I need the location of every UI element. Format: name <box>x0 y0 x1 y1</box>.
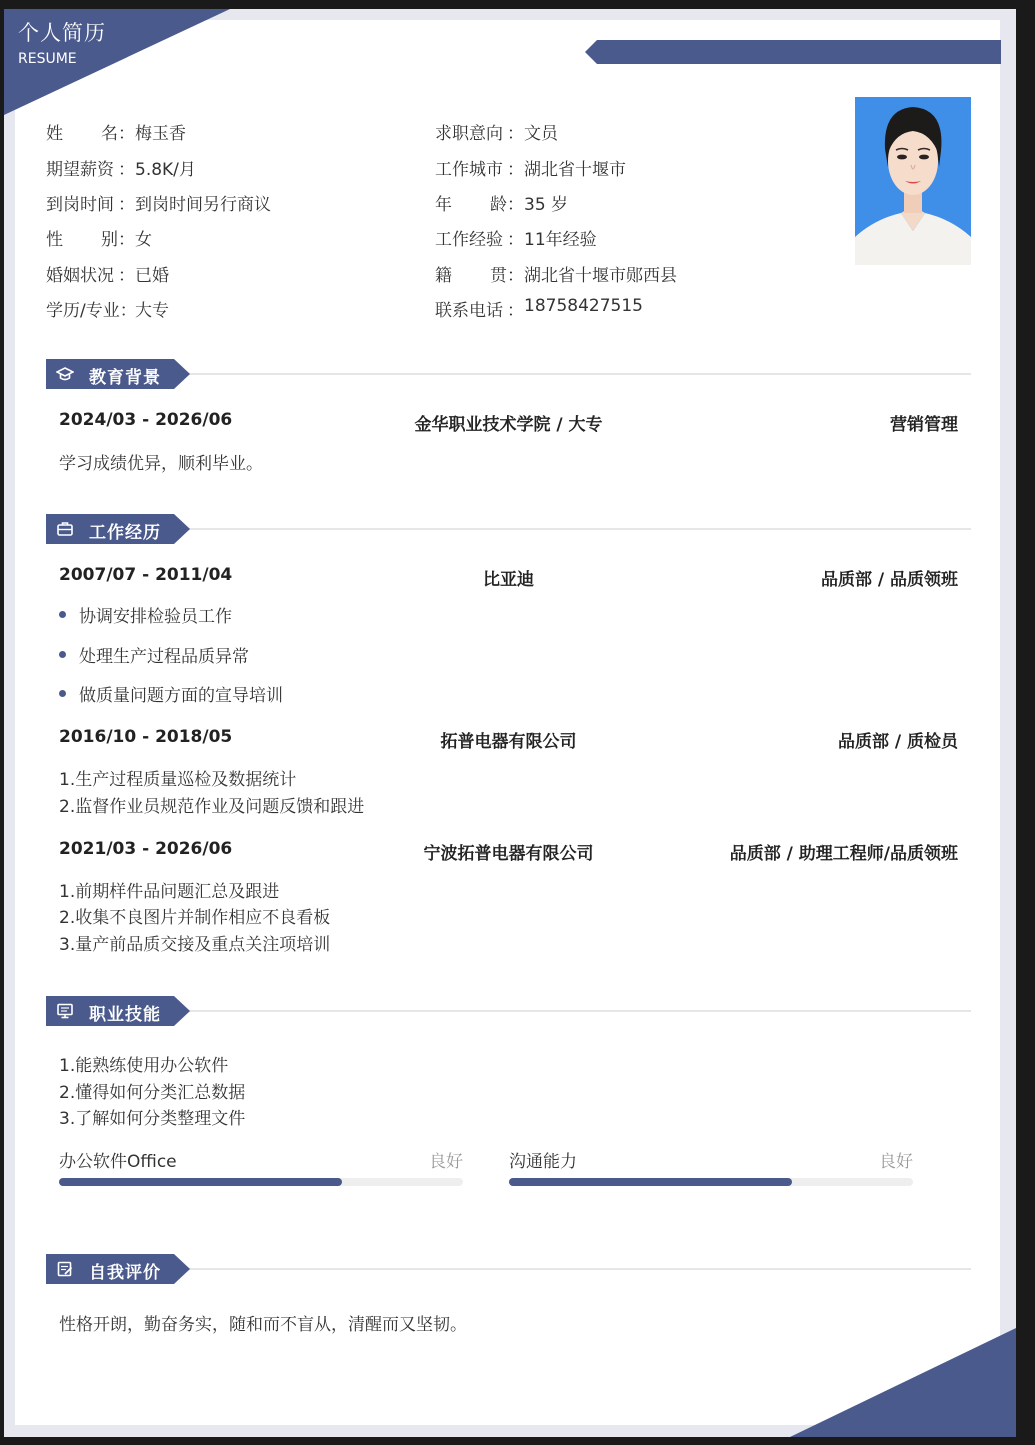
skill-line: 2.懂得如何分类汇总数据 <box>59 1083 246 1103</box>
info-arrival: 到岗时间 ： 到岗时间另行商议 <box>46 190 271 215</box>
intention-value: 文员 <box>524 124 558 144</box>
section-header-work <box>46 514 971 544</box>
section-divider <box>166 528 971 530</box>
work-duty-line: 3.量产前品质交接及重点关注项培训 <box>59 935 331 955</box>
work-company: 宁波拓普电器有限公司 <box>423 844 594 864</box>
bullet-dot <box>59 611 66 618</box>
work-duty-line: 2.监督作业员规范作业及问题反馈和跟进 <box>59 797 365 817</box>
resume-title: 个人简历 <box>18 21 106 45</box>
education-school: 金华职业技术学院 / 大专 <box>414 415 603 435</box>
section-header-skills <box>46 996 971 1026</box>
skill-track <box>59 1178 463 1186</box>
work-entry-row <box>59 727 958 751</box>
work-company: 拓普电器有限公司 <box>440 732 577 752</box>
skill-bar-communication <box>509 1147 913 1189</box>
skill-line: 1.能熟练使用办公软件 <box>59 1056 229 1076</box>
edit-note-icon <box>56 1260 74 1278</box>
info-name: 姓 名 ： 梅玉香 <box>46 119 186 144</box>
education-major: 营销管理 <box>890 415 958 435</box>
section-tag <box>46 1254 190 1284</box>
section-divider <box>166 1010 971 1012</box>
info-marital: 婚姻状况 ： 已婚 <box>46 261 169 286</box>
marital-value: 已婚 <box>135 266 169 286</box>
skill-line: 3.了解如何分类整理文件 <box>59 1109 246 1129</box>
section-header-education <box>46 359 971 389</box>
work-period: 2007/07 - 2011/04 <box>59 565 233 585</box>
self-evaluation-text: 性格开朗，勤奋务实，随和而不盲从，清醒而又坚韧。 <box>59 1315 467 1335</box>
info-phone: 联系电话 ： 18758427515 <box>435 296 643 321</box>
skill-level: 良好 <box>429 1152 463 1172</box>
work-position: 品质部 / 助理工程师/品质领班 <box>729 844 958 864</box>
work-bullet-item: 协调安排检验员工作 <box>59 602 232 627</box>
bullet-dot <box>59 651 66 658</box>
salary-value: 5.8K/月 <box>135 160 196 180</box>
section-tag <box>46 514 190 544</box>
skill-name: 沟通能力 <box>509 1152 577 1172</box>
skill-bar-office <box>59 1147 463 1189</box>
work-position: 品质部 / 品质领班 <box>820 570 958 590</box>
arrival-value: 到岗时间另行商议 <box>135 195 271 215</box>
resume-subtitle: RESUME <box>18 51 77 67</box>
education-value: 大专 <box>135 301 169 321</box>
section-title-education: 教育背景 <box>89 368 161 388</box>
work-entry-row <box>59 565 958 589</box>
work-period: 2021/03 - 2026/06 <box>59 839 233 859</box>
work-period: 2016/10 - 2018/05 <box>59 727 233 747</box>
education-description: 学习成绩优异，顺利毕业。 <box>59 454 263 474</box>
briefcase-icon <box>56 520 74 538</box>
section-title-work: 工作经历 <box>89 523 161 543</box>
section-tag <box>46 996 190 1026</box>
info-experience: 工作经验 ： 11年经验 <box>435 225 597 250</box>
section-title-self: 自我评价 <box>89 1263 161 1283</box>
monitor-icon <box>56 1002 74 1020</box>
graduation-cap-icon <box>56 365 74 383</box>
footer-corner-decoration <box>790 1328 1016 1437</box>
info-education: 学历/专业 ： 大专 <box>46 296 169 321</box>
info-gender: 性 别 ： 女 <box>46 225 152 250</box>
info-salary: 期望薪资 ： 5.8K/月 <box>46 155 196 180</box>
name-value: 梅玉香 <box>135 124 186 144</box>
section-header-self <box>46 1254 971 1284</box>
work-bullet-item: 做质量问题方面的宣导培训 <box>59 681 283 706</box>
city-value: 湖北省十堰市 <box>524 160 626 180</box>
info-city: 工作城市 ： 湖北省十堰市 <box>435 155 626 180</box>
experience-value: 11年经验 <box>524 230 597 250</box>
work-duty-line: 1.前期样件品问题汇总及跟进 <box>59 882 280 902</box>
profile-photo <box>855 97 971 265</box>
hometown-value: 湖北省十堰市郧西县 <box>524 266 677 286</box>
skill-name: 办公软件Office <box>59 1152 177 1172</box>
education-entry-row <box>59 410 958 434</box>
gender-value: 女 <box>135 230 152 250</box>
phone-value: 18758427515 <box>524 296 643 316</box>
skill-fill <box>509 1178 792 1186</box>
header-bar-decoration <box>585 40 1001 64</box>
section-tag <box>46 359 190 389</box>
bullet-dot <box>59 690 66 697</box>
work-duty-line: 2.收集不良图片并制作相应不良看板 <box>59 908 331 928</box>
work-company: 比亚迪 <box>483 570 534 590</box>
skill-track <box>509 1178 913 1186</box>
age-value: 35 岁 <box>524 195 569 215</box>
section-divider <box>166 1268 971 1270</box>
work-entry-row <box>59 839 958 863</box>
info-intention: 求职意向 ： 文员 <box>435 119 558 144</box>
info-age: 年 龄 ： 35 岁 <box>435 190 568 215</box>
work-bullet-item: 处理生产过程品质异常 <box>59 642 249 667</box>
education-period: 2024/03 - 2026/06 <box>59 410 233 430</box>
work-position: 品质部 / 质检员 <box>837 732 958 752</box>
info-hometown: 籍 贯 ： 湖北省十堰市郧西县 <box>435 261 677 286</box>
skill-level: 良好 <box>879 1152 913 1172</box>
section-title-skills: 职业技能 <box>89 1005 161 1025</box>
section-divider <box>166 373 971 375</box>
skill-fill <box>59 1178 342 1186</box>
work-duty-line: 1.生产过程质量巡检及数据统计 <box>59 770 297 790</box>
